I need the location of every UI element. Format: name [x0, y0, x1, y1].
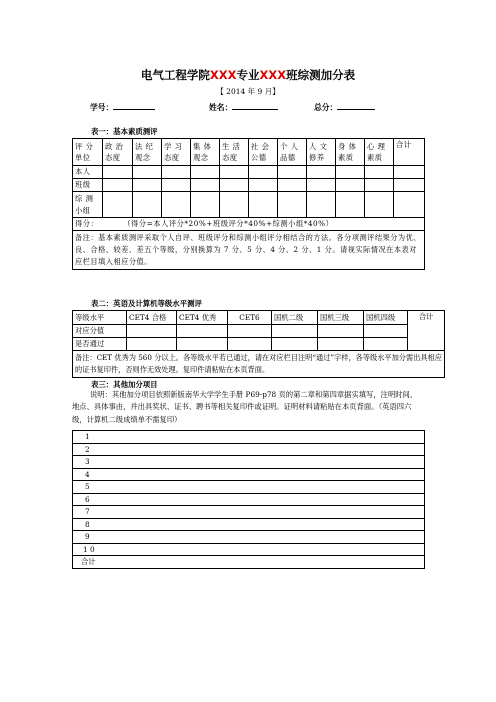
score-row: [73, 218, 425, 231]
item-number: 5: [73, 481, 425, 494]
table-row[interactable]: [73, 456, 425, 469]
table1-head-cell: 身 体 素质: [336, 139, 365, 166]
title-part: 专业: [236, 68, 260, 82]
score-cell[interactable]: [336, 166, 365, 179]
table-row[interactable]: [73, 468, 425, 481]
date-line: 【 2014 年 9 月】: [216, 87, 280, 96]
item-number: 8: [73, 518, 425, 531]
table2-head-cell: 国机三级: [318, 311, 364, 325]
score-cell[interactable]: [220, 192, 249, 218]
score-cell[interactable]: [249, 166, 278, 179]
table2-head-cell: 等级水平: [73, 311, 127, 325]
total-blank[interactable]: [337, 101, 375, 110]
title-major-placeholder: XXX: [209, 68, 237, 82]
item-number: 7: [73, 506, 425, 519]
table-row[interactable]: [73, 481, 425, 494]
value-cell[interactable]: [272, 325, 318, 338]
student-no-blank[interactable]: [113, 101, 155, 110]
table1-head-cell: 政 治 态度: [103, 139, 133, 166]
score-cell[interactable]: [103, 192, 133, 218]
table1-head-cell: 人 文 修养: [307, 139, 336, 166]
table1-head-cell: 生 活 态度: [220, 139, 249, 166]
score-cell[interactable]: [365, 192, 394, 218]
score-cell[interactable]: [133, 179, 162, 192]
name-blank[interactable]: [232, 101, 278, 110]
table3-description: 说明：其他加分项目依照新版南华大学学生手册 P69-p78 页的第二章和第四章据实填写，注明时间、地点、具体事由，并出具奖状、证书、聘书等相关复印件或证明。证明材料请粘贴在本页背面。（英语四六级，计算机二级成绩单不需复印）: [72, 390, 418, 424]
title-part: 电气工程学院: [140, 68, 210, 82]
item-number: 2: [73, 443, 425, 456]
note-row: [73, 351, 445, 378]
score-cell[interactable]: [220, 179, 249, 192]
cet-computer-table: [72, 310, 445, 378]
score-cell[interactable]: [394, 192, 425, 218]
score-cell[interactable]: [307, 192, 336, 218]
table2-head-cell: CET6: [228, 311, 272, 325]
page-title: [0, 67, 496, 83]
score-formula-cell: [73, 218, 425, 231]
table-row: [73, 166, 425, 179]
title-part: 班综测加分表: [286, 68, 356, 82]
title-class-placeholder: XXX: [259, 68, 287, 82]
table1-head-cell: 集 体 观念: [191, 139, 220, 166]
student-no-label: 学号：: [90, 103, 114, 112]
value-cell[interactable]: [127, 338, 177, 351]
score-cell[interactable]: [162, 166, 191, 179]
table-row[interactable]: [73, 506, 425, 519]
score-cell[interactable]: [191, 166, 220, 179]
score-cell[interactable]: [394, 166, 425, 179]
value-cell[interactable]: [364, 325, 408, 338]
score-cell[interactable]: [278, 166, 307, 179]
value-cell[interactable]: [228, 338, 272, 351]
table1-head-cell: 法 纪 观念: [133, 139, 162, 166]
row-label: 综 测 小组: [73, 192, 103, 218]
table2-head-cell: CET4 优秀: [177, 311, 228, 325]
other-bonus-table: [72, 430, 425, 569]
table-row: [73, 325, 445, 338]
item-number: 6: [73, 493, 425, 506]
score-cell[interactable]: [365, 166, 394, 179]
table1-head-cell: 心 理 素质: [365, 139, 394, 166]
score-cell[interactable]: [191, 179, 220, 192]
table2-head-cell: 国机四级: [364, 311, 408, 325]
table2-head-cell: CET4 合格: [127, 311, 177, 325]
table-row[interactable]: [73, 493, 425, 506]
total-field[interactable]: [314, 101, 375, 113]
table-row: [73, 179, 425, 192]
table1-caption: 表一：基本素质测评: [91, 127, 158, 136]
score-cell[interactable]: [133, 192, 162, 218]
value-cell[interactable]: [228, 325, 272, 338]
total-label: 总分：: [314, 103, 338, 112]
value-cell[interactable]: [318, 338, 364, 351]
score-cell[interactable]: [133, 166, 162, 179]
score-cell[interactable]: [103, 179, 133, 192]
score-cell[interactable]: [162, 192, 191, 218]
table-row[interactable]: [73, 531, 425, 544]
table1-head-cell: 合计: [394, 139, 425, 166]
score-cell[interactable]: [103, 166, 133, 179]
basic-quality-table: [72, 138, 425, 270]
table1-head-cell: 个 人 品德: [278, 139, 307, 166]
row-label: 对应分值: [73, 325, 127, 338]
item-number: 4: [73, 468, 425, 481]
value-cell[interactable]: [318, 325, 364, 338]
value-cell[interactable]: [127, 325, 177, 338]
score-formula: （得分=本人评分*20%+班级评分*40%+综测小组*40%）: [123, 219, 334, 229]
name-label: 姓名：: [209, 103, 233, 112]
item-number: 1 0: [73, 543, 425, 556]
item-number: 9: [73, 531, 425, 544]
score-cell[interactable]: [162, 179, 191, 192]
table3-caption: 表三：其他加分项目: [91, 380, 158, 389]
value-cell[interactable]: [177, 325, 228, 338]
table1-header-row: [73, 139, 425, 166]
table-row[interactable]: [73, 518, 425, 531]
table-row: [73, 338, 445, 351]
table2-caption: 表二：英语及计算机等级水平测评: [91, 299, 202, 308]
score-cell[interactable]: [394, 179, 425, 192]
table2-head-cell: 国机二级: [272, 311, 318, 325]
table1-note: 备注：基本素质测评采取个人自评、班级评分和综测小组评分相结合的方法。各分项测评结果分为优、良、合格、较差、差五个等级，分别换算为 7 分、5 分、4 分、2 分、1 分。请视实际情况在本表对应栏目填入相应分值。: [73, 231, 425, 270]
item-number: 3: [73, 456, 425, 469]
score-label: 得分：: [75, 219, 99, 229]
total-row[interactable]: [73, 556, 425, 569]
student-no-field[interactable]: [90, 101, 155, 113]
table-row: [73, 192, 425, 218]
score-cell[interactable]: [249, 192, 278, 218]
table1-head-cell: 评 分 单位: [73, 139, 103, 166]
row-label: 是否通过: [73, 338, 127, 351]
score-cell[interactable]: [336, 179, 365, 192]
value-cell[interactable]: [177, 338, 228, 351]
table2-note: 备注：CET 优秀为 560 分以上。各等级水平若已通过，请在对应栏目注明“通过”字样，各等级水平加分需出具相应的证书复印件，否则作无效处理。复印件请粘贴在本页背面。: [73, 351, 445, 378]
score-cell[interactable]: [307, 166, 336, 179]
row-label: 班级: [73, 179, 103, 192]
item-number: 1: [73, 431, 425, 444]
score-cell[interactable]: [249, 179, 278, 192]
name-field[interactable]: [209, 101, 278, 113]
value-cell[interactable]: [272, 338, 318, 351]
table1-head-cell: 学 习 态度: [162, 139, 191, 166]
score-cell[interactable]: [278, 192, 307, 218]
table2-header-row: [73, 311, 445, 325]
score-cell[interactable]: [336, 192, 365, 218]
score-cell[interactable]: [191, 192, 220, 218]
total-label: 合计: [73, 556, 425, 569]
value-cell[interactable]: [364, 338, 408, 351]
score-cell[interactable]: [365, 179, 394, 192]
score-cell[interactable]: [307, 179, 336, 192]
score-cell[interactable]: [220, 166, 249, 179]
note-row: [73, 231, 425, 270]
row-label: 本人: [73, 166, 103, 179]
score-cell[interactable]: [278, 179, 307, 192]
table-row[interactable]: [73, 543, 425, 556]
table2-head-cell: 合计: [408, 311, 445, 351]
table-row[interactable]: [73, 443, 425, 456]
table1-head-cell: 社 会 公德: [249, 139, 278, 166]
table-row[interactable]: [73, 431, 425, 444]
